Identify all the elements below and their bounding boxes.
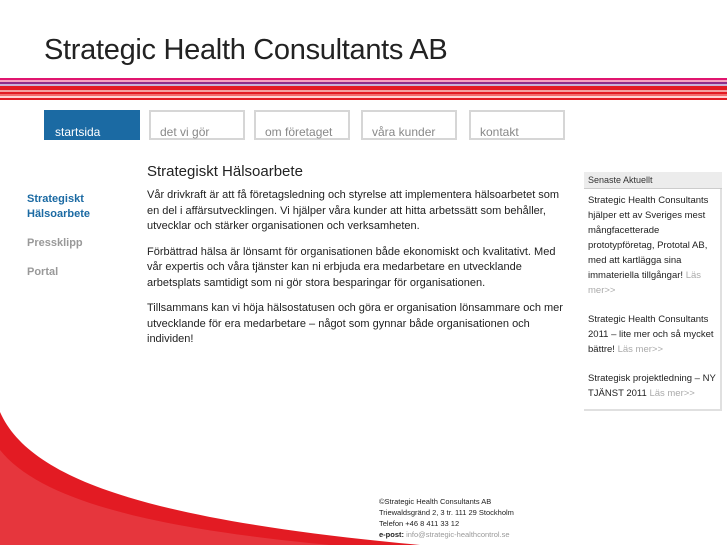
news-panel <box>584 172 722 411</box>
nav-vara-kunder[interactable]: våra kunder <box>361 110 457 140</box>
news-item-text: Strategic Health Consultants hjälper ett av Sveriges mest mångfacetterade prototypföretag, Prototal AB, med att kartlägga sina immateriella tillgångar! <box>588 195 709 281</box>
footer-phone: Telefon +46 8 411 33 12 <box>379 519 460 528</box>
paragraph-2: Förbättrad hälsa är lönsamt för organisationen både ekonomiskt och kvalitativt. Med vår expertis och våra tjänster kan ni erbjuda era medarbetare en utvecklande arbetsplats samtidigt som ni gör stora besparingar för organisationen. <box>147 245 556 289</box>
sidebar-item-portal[interactable]: Portal <box>27 266 59 278</box>
nav-kontakt[interactable]: kontakt <box>469 110 565 140</box>
nav-det-vi-gor[interactable]: det vi gör <box>149 110 245 140</box>
read-more-link[interactable]: Läs mer>> <box>617 344 663 355</box>
news-heading: Senaste Aktuellt <box>584 172 722 189</box>
news-item-text: Strategisk projektledning – NY TJÄNST 2011 <box>588 373 716 399</box>
news-item <box>588 193 716 298</box>
news-item <box>588 371 716 401</box>
news-item-text: Strategic Health Consultants 2011 – lite mer och så mycket bättre! <box>588 314 714 355</box>
nav-startsida[interactable]: startsida <box>44 110 140 140</box>
read-more-link[interactable]: Läs mer>> <box>649 388 695 399</box>
nav-om-foretaget[interactable]: om företaget <box>254 110 350 140</box>
sidebar <box>27 192 127 294</box>
header-stripes <box>0 78 727 102</box>
main-content <box>147 163 565 358</box>
footer-email-label: e-post: <box>379 530 404 539</box>
page-heading: Strategiskt Hälsoarbete <box>147 163 303 180</box>
sidebar-item-strategiskt-halsoarbete[interactable]: Strategiskt Hälsoarbete <box>27 193 90 220</box>
footer-copyright: ©Strategic Health Consultants AB <box>379 497 492 506</box>
footer-email-link[interactable]: info@strategic-healthcontrol.se <box>406 530 510 539</box>
footer <box>379 496 514 540</box>
paragraph-3: Tillsammans kan vi höja hälsostatusen och göra er organisation lönsammare och mer utvecklande för era medarbetare – något som gynnar både organisationen och individen! <box>147 302 563 345</box>
site-title: Strategic Health Consultants AB <box>44 34 448 66</box>
footer-address: Triewaldsgränd 2, 3 tr. 111 29 Stockholm <box>379 508 514 517</box>
news-item <box>588 312 716 357</box>
sidebar-item-pressklipp[interactable]: Pressklipp <box>27 237 83 249</box>
paragraph-1: Vår drivkraft är att få företagsledning och styrelse att implementera hälsoarbetet som en del i affärsutvecklingen. Vi hjälper våra kunder att hitta arbetssätt som behåller, utvecklar och stärker organisationen och verksamheten. <box>147 189 560 232</box>
decorative-swoosh <box>0 400 727 545</box>
header-stripe <box>0 98 727 100</box>
read-more-link[interactable]: Läs mer>> <box>588 270 702 296</box>
main-nav <box>0 110 727 142</box>
